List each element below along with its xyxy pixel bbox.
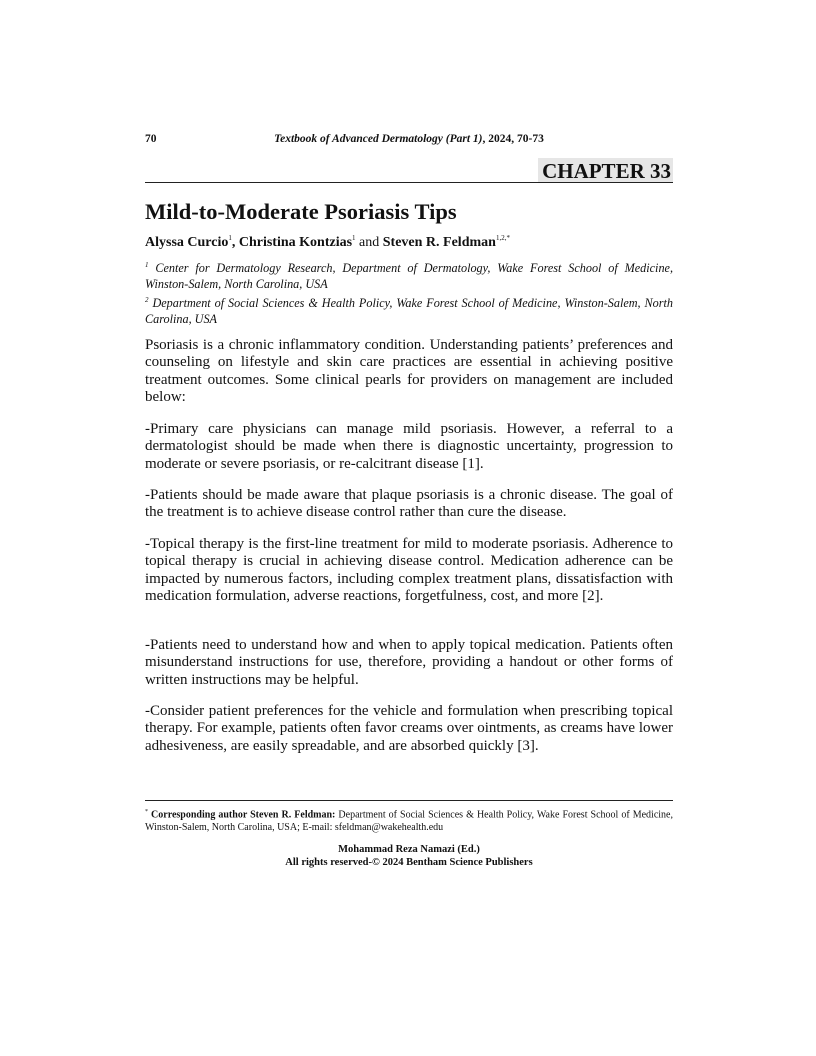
author-separator: , <box>231 235 239 250</box>
body-paragraph: -Topical therapy is the first-line treatment for mild to moderate psoriasis. Adherence to topical therapy is crucial in achieving disease control. Medication adherence can be impacted by numerous factors, including complex treatment plans, dissatisfaction with medication formulation, adverse reactions, forgetfulness, cost, and more [2]. <box>145 536 673 604</box>
author-separator: and <box>355 235 383 250</box>
affiliation <box>145 293 673 327</box>
chapter-title: Mild-to-Moderate Psoriasis Tips <box>145 199 457 224</box>
year-pages: , 2024, 70-73 <box>482 133 544 145</box>
author-name: Alyssa Curcio <box>145 235 229 250</box>
page-number: 70 <box>145 133 157 145</box>
affiliation-number: 2 <box>145 296 149 304</box>
body-paragraph: -Consider patient preferences for the vehicle and formulation when prescribing topical therapy. For example, patients often favor creams over ointments, as creams have lower adhesiveness, are easily spreadable, and are absorbed quickly [3]. <box>145 703 673 754</box>
body-paragraph: -Patients should be made aware that plaque psoriasis is a chronic disease. The goal of the treatment is to achieve disease control rather than cure the disease. <box>145 487 673 521</box>
running-header <box>145 133 673 149</box>
affiliation-text: Center for Dermatology Research, Department of Dermatology, Wake Forest School of Medicine, Winston-Salem, North Carolina, USA <box>145 261 673 291</box>
rights-line: All rights reserved-© 2024 Bentham Science Publishers <box>285 857 533 868</box>
affiliation-number: 1 <box>145 261 149 269</box>
affiliation <box>145 258 673 292</box>
author-list <box>145 235 510 251</box>
author-name: Christina Kontzias <box>238 235 353 250</box>
body-paragraph: -Primary care physicians can manage mild psoriasis. However, a referral to a dermatologist should be made when there is diagnostic uncertainty, progression to moderate or severe psoriasis, or re-calcitrant disease [1]. <box>145 421 673 472</box>
publisher-block <box>145 843 673 869</box>
affiliation-text: Department of Social Sciences & Health Policy, Wake Forest School of Medicine, Winston-Salem, North Carolina, USA <box>145 296 673 326</box>
body-paragraph: -Patients need to understand how and when to apply topical medication. Patients often misunderstand instructions for use, therefore, providing a handout or other forms of written instructions may be helpful. <box>145 637 673 688</box>
footnote-divider <box>145 800 673 801</box>
editor-line: Mohammad Reza Namazi (Ed.) <box>338 844 480 855</box>
chapter-label: CHAPTER 33 <box>538 158 673 183</box>
journal-title: Textbook of Advanced Dermatology (Part 1) <box>274 133 483 145</box>
author-affiliation-mark: 1,2,* <box>495 234 510 242</box>
author-affiliation-mark: 1 <box>352 234 356 242</box>
footnote-text: Department of Social Sciences & Health Policy, Wake Forest School of Medicine, Winston-Salem, North Carolina, USA; E-mail: sfeldman@wakehealth.edu <box>145 809 673 834</box>
footnote-label: Corresponding author Steven R. Feldman: <box>151 809 336 821</box>
header-divider <box>145 182 673 183</box>
footnote <box>145 806 673 834</box>
body-paragraph: Psoriasis is a chronic inflammatory condition. Understanding patients’ preferences and counseling on lifestyle and skin care practices are essential in achieving positive treatment outcomes. Some clinical pearls for providers on management are included below: <box>145 337 673 405</box>
running-title <box>145 133 673 145</box>
footnote-mark: * <box>145 809 148 815</box>
author-affiliation-mark: 1 <box>228 234 232 242</box>
author-name: Steven R. Feldman <box>382 235 496 250</box>
